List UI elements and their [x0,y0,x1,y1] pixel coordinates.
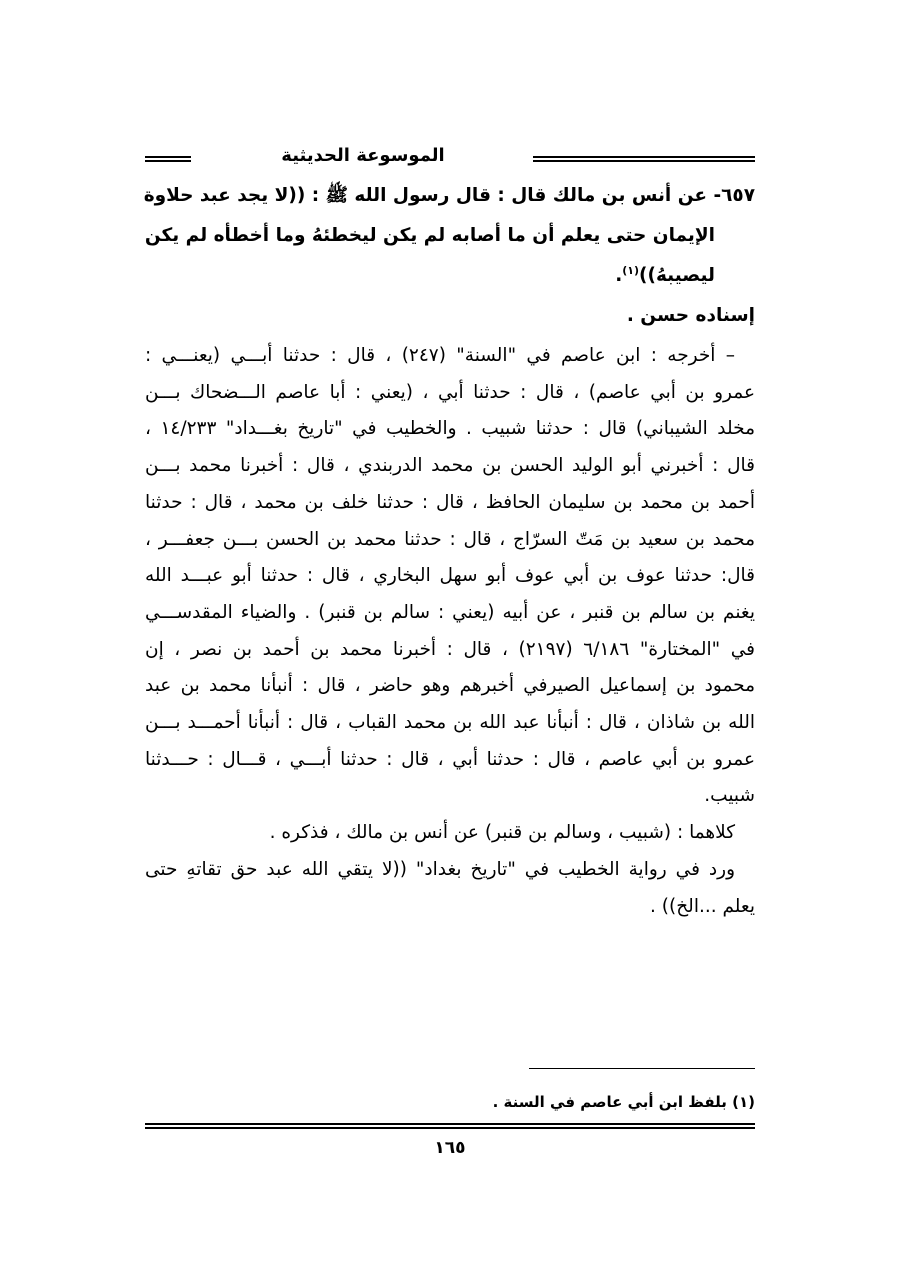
takhrij-line: عمرو بن أبي عاصم) ، قال : حدثنا أبي ، (يعني : أبا عاصم الـــضحاك بـــن [145,381,755,403]
takhrij-line: في "المختارة" ٦/١٨٦ (٢١٩٧) ، قال : أخبرنا محمد بن أحمد بن نصر ، إن [145,638,755,660]
takhrij-line: مخلد الشيباني) قال : حدثنا شبيب . والخطيب في "تاريخ بغـــداد" ١٤/٢٣٣ ، [145,418,755,440]
page-header [145,142,755,172]
hadith-end-mark: . [615,265,623,286]
variant-line-2: يعلم ...الخ)) . [650,895,755,917]
takhrij-line: قال: حدثنا عوف بن أبي عوف أبو سهل البخاري ، قال : حدثنا أبو عبـــد الله [145,565,755,587]
takhrij-line: أحمد بن محمد بن سليمان الحافظ ، قال : حدثنا خلف بن محمد ، قال : حدثنا [145,491,755,513]
hadith-line-2: الإيمان حتى يعلم أن ما أصابه لم يكن ليخطئهُ وما أخطأه لم يكن [144,225,715,246]
summary-paragraph [145,815,755,852]
isnad-verdict: إسناده حسن . [626,305,755,326]
takhrij-line: – أخرجه : ابن عاصم في "السنة" (٢٤٧) ، قال : حدثنا أبـــي (يعنـــي : [145,345,736,366]
hadith-line-1: ٦٥٧- عن أنس بن مالك قال : قال رسول الله ﷺ : ((لا يجد عبد حلاوة [143,185,755,206]
hadith-line-3 [145,256,755,296]
page-number: ١٦٥ [434,1138,466,1158]
hadith-text [145,176,755,296]
footnote-text: (١) بلفظ ابن أبي عاصم في السنة . [492,1093,755,1111]
takhrij-line: الله بن شاذان ، قال : أنبأنا عبد الله بن محمد القباب ، قال : أنبأنا أحمـــد بـــن [145,712,755,734]
main-text [145,176,755,925]
document-page [145,140,755,1180]
variant-paragraph [145,852,755,925]
header-rule-right [533,156,755,162]
takhrij-line: محمود بن إسماعيل الصيرفي أخبرهم وهو حاضر ، قال : أنبأنا محمد بن عبد [145,675,755,697]
header-rule-left [145,156,191,162]
variant-line-1: ورد في رواية الخطيب في "تاريخ بغداد" ((لا يتقي الله عبد حق تقاتهِ حتى [145,858,735,880]
takhrij-line: يغنم بن سالم بن قنبر ، عن أبيه (يعني : سالم بن قنبر) . والضياء المقدســـي [145,601,755,623]
takhrij-line: محمد بن سعيد بن مَتّ السرّاج ، قال : حدثنا محمد بن الحسن بـــن جعفـــر ، [145,528,755,550]
summary-text: كلاهما : (شبيب ، وسالم بن قنبر) عن أنس بن مالك ، فذكره . [269,822,735,844]
hadith-line-3-text: ليصيبهُ)) [639,265,715,286]
page-title: الموسوعة الحديثية [281,145,445,166]
takhrij-paragraph [145,338,755,815]
footer-rule [145,1123,755,1129]
takhrij-line: شبيب. [704,785,755,807]
takhrij-line: عمرو بن أبي عاصم ، قال : حدثنا أبي ، قال : حدثنا أبـــي ، قـــال : حـــدثنا [145,748,755,770]
takhrij-line: قال : أخبرني أبو الوليد الحسن بن محمد الدربندي ، قال : أخبرنا محمد بـــن [145,455,755,477]
footnote-reference[interactable]: (١) [622,263,640,277]
footnote-separator [529,1068,755,1069]
